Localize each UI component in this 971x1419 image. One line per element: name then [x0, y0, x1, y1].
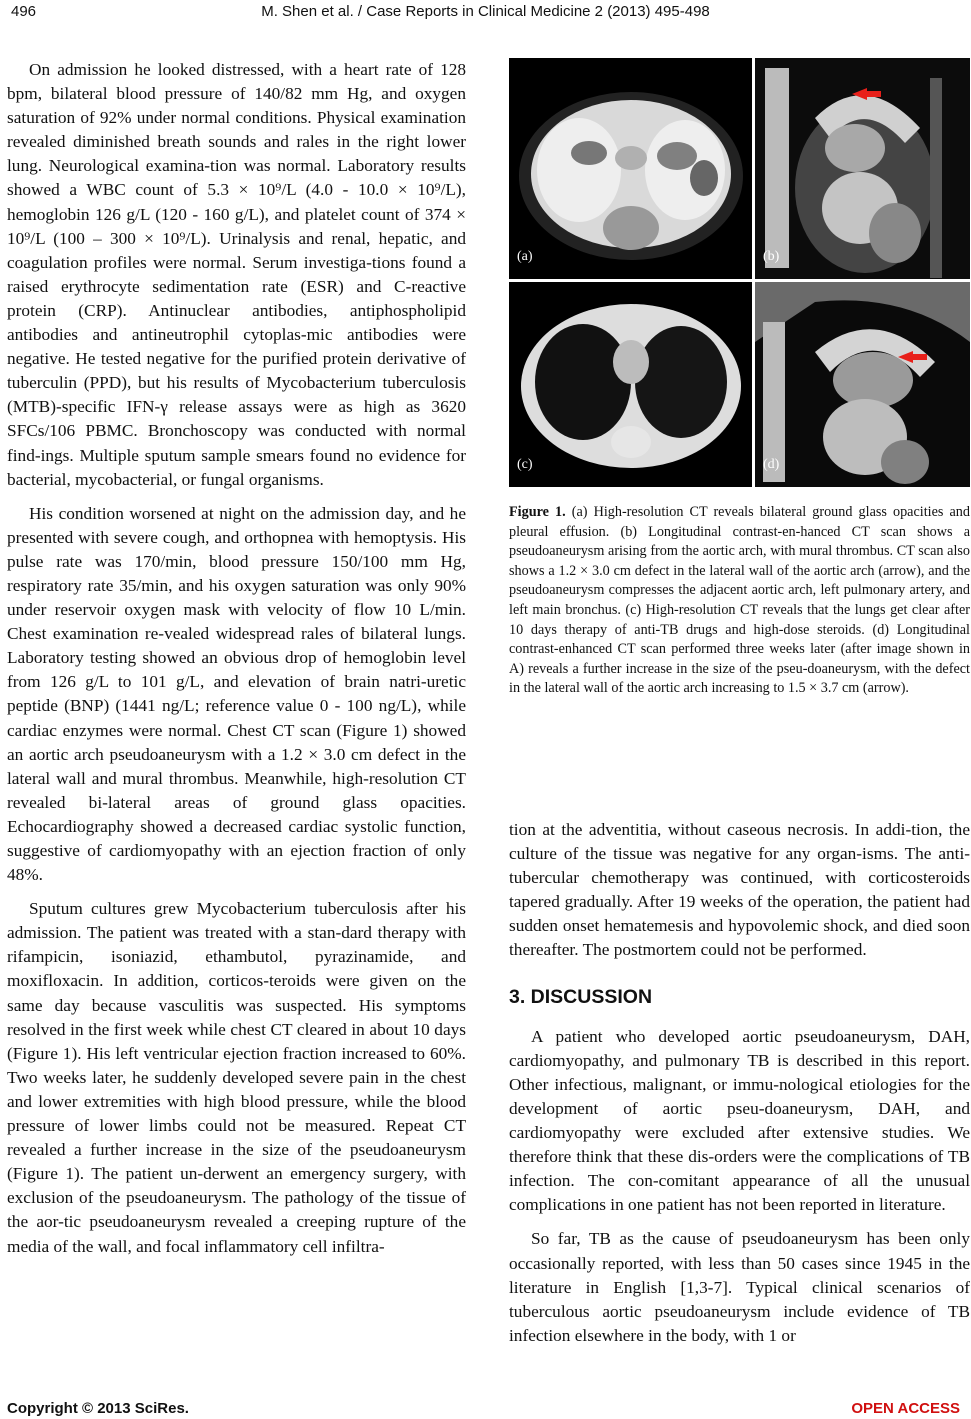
panel-label-b: (b) [763, 249, 780, 264]
running-title: M. Shen et al. / Case Reports in Clinical Medicine 2 (2013) 495-498 [261, 3, 710, 20]
right-column [509, 818, 970, 1358]
ct-image-c [509, 282, 752, 487]
body-paragraph: His condition worsened at night on the admission day, and he presented with severe cough, and orthopnea with hemoptysis. His pulse rate was 170/min, blood pressure 150/100 mm Hg, respiratory rate 35/min, and his oxygen saturation was only 90% under reservoir oxygen mask with velocity of flow 10 L/min. Chest examination re-vealed widespread rales of bilateral lungs. Laboratory testing showed an obvious drop of hemoglobin level from 126 g/L to 101 g/L, and elevation of brain natri-uretic peptide (BNP) (1441 ng/L; reference value 0 - 100 ng/L), while cardiac enzymes were normal. Chest CT scan (Figure 1) showed an aortic arch pseudoaneurysm with a 1.2 × 3.0 cm defect in the lateral wall and mural thrombus. Meanwhile, high-resolution CT revealed bi-lateral areas of ground glass opacities. Echocardiography showed a decreased cardiac systolic function, suggestive of cardiomyopathy with an ejection fraction of only 48%. [7, 503, 466, 885]
panel-label-c: (c) [517, 457, 533, 472]
section-heading: 3. DISCUSSION [509, 985, 653, 1008]
ct-image-a [509, 58, 752, 279]
copyright-footer: Copyright © 2013 SciRes. [7, 1400, 189, 1417]
caption-text: (a) High-resolution CT reveals bilateral ground glass opacities and pleural effusion. (b) Longitudinal contrast-en-hanced CT scan shows a pseudoaneurysm arising from the aortic arch, with mural thrombus. CT scan also shows a 1.2 × 3.0 cm defect in the lateral wall of the aortic arch (arrow), and the pseudoaneurysm compresses the adjacent aortic arch, left pulmonary artery, and left main bronchus. (c) High-resolution CT reveals that the lungs get clear after 10 days therapy of anti-TB drugs and high-dose steroids. (d) Longitudinal contrast-enhanced CT scan performed three weeks later (after image shown in A) reveals a further increase in the size of the pseu-doaneurysm, with the defect in the lateral wall of the aortic arch increasing to 1.5 × 3.7 cm (arrow). [509, 504, 970, 697]
ct-panel-b [755, 58, 970, 279]
left-column [7, 58, 466, 1269]
panel-label-a: (a) [517, 249, 533, 264]
figure-1 [509, 58, 970, 487]
body-paragraph: A patient who developed aortic pseudoaneurysm, DAH, cardiomyopathy, and pulmonary TB is described in this report. Other infectious, malignant, or immu-nological etiologies for the development of aortic pseu-doaneurysm, DAH, and cardiomyopathy were excluded after extensive studies. We therefore think that these dis-orders were the complications of TB infection. The con-comitant appearance of all the unusual complications in one patient has not been reported in literature. [509, 1026, 970, 1215]
ct-panel-c [509, 282, 752, 487]
panel-label-d: (d) [763, 457, 780, 472]
body-paragraph: So far, TB as the cause of pseudoaneurysm has been only occasionally reported, with less than 50 cases since 1945 in the literature in English [1,3-7]. Typical clinical scenarios of tuberculous aortic pseudoaneurysm include evidence of TB infection elsewhere in the body, with 1 or [509, 1229, 970, 1345]
ct-panel-a [509, 58, 752, 279]
body-paragraph: tion at the adventitia, without caseous necrosis. In addi-tion, the culture of the tissue was negative for any organ-isms. The anti-tubercular chemotherapy was continued, with corticosteroids tapered gradually. After 19 weeks of the operation, the patient had sudden onset hematemesis and hypovolemic shock, and died soon thereafter. The postmortem could not be performed. [509, 820, 970, 960]
body-paragraph: Sputum cultures grew Mycobacterium tuberculosis after his admission. The patient was treated with a stan-dard therapy with rifampicin, isoniazid, ethambutol, pyrazinamide, and moxifloxacin. In addition, corticos-teroids were given on the same day because vasculitis was suspected. His symptoms resolved in the first week while chest CT cleared in about 10 days (Figure 1). His left ventricular ejection fraction increased to 60%. Two weeks later, he suddenly developed severe pain in the chest and lower extremities with high blood pressure, while the blood pressure of lower limbs could not be measured. Repeat CT revealed a further increase in the size of the pseudoaneurysm (Figure 1). The patient un-derwent an emergency surgery, with exclusion of the pseudoaneurysm. The pathology of the tissue of the aor-tic pseudoaneurysm revealed a creeping rupture of the media of the wall, and focal inflammatory cell infiltra- [7, 899, 466, 1256]
ct-image-b [755, 58, 970, 279]
page-number: 496 [11, 3, 37, 20]
open-access-footer: OPEN ACCESS [851, 1400, 960, 1417]
caption-label: Figure 1. [509, 504, 566, 520]
ct-image-d [755, 282, 970, 487]
body-paragraph: On admission he looked distressed, with a heart rate of 128 bpm, bilateral blood pressure of 140/82 mm Hg, and oxygen saturation of 92% under normal conditions. Physical examination revealed diminished breath sounds and rales in the right lower lung. Neurological examina-tion was normal. Laboratory results showed a WBC count of 5.3 × 10⁹/L (4.0 - 10.0 × 10⁹/L), hemoglobin 126 g/L (120 - 160 g/L), and platelet count of 374 × 10⁹/L (100 – 300 × 10⁹/L). Urinalysis and renal, hepatic, and coagulation profiles were normal. Serum investiga-tions found a raised erythrocyte sedimentation rate (ESR) and C-reactive protein (CRP). Antinuclear antibodies, antiphospholipid antibodies and antineutrophil cytoplas-mic antibodies were negative. He tested negative for the purified protein derivative of tuberculin (PPD), but his results of Mycobacterium tuberculosis (MTB)-specific IFN-γ release assays were as high as 3620 SFCs/106 PBMC. Bronchoscopy was conducted with normal find-ings. Multiple sputum sample smears found no evidence for bacterial, mycobacterial, or fungal organisms. [7, 60, 466, 489]
figure-caption [509, 503, 970, 699]
ct-panel-d [755, 282, 970, 487]
